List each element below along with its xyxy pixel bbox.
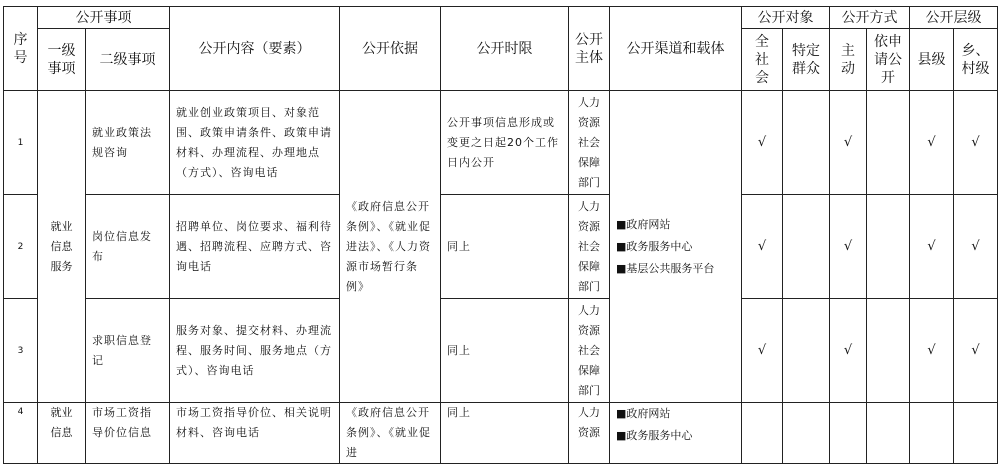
empty-cell — [783, 403, 830, 464]
empty-cell — [742, 403, 783, 464]
row-time-limit: 同上 — [441, 195, 569, 299]
channel-item: ■政务服务中心 — [616, 429, 693, 442]
check-mark: √ — [910, 299, 954, 403]
row-content: 招聘单位、岗位要求、福利待遇、招聘流程、应聘方式、咨询电话 — [170, 195, 340, 299]
table-row — [4, 403, 998, 464]
empty-cell — [867, 403, 910, 464]
empty-cell — [910, 403, 954, 464]
target-header: 公开对象 — [742, 7, 830, 29]
check-mark: √ — [742, 195, 783, 299]
row-subject: 人力资源社会保障部门 — [569, 91, 610, 195]
disclosure-table — [3, 6, 998, 464]
level-county-header: 县级 — [910, 29, 954, 91]
empty-cell — [867, 299, 910, 403]
check-mark: √ — [954, 299, 998, 403]
empty-cell — [783, 195, 830, 299]
check-mark: √ — [742, 299, 783, 403]
table-row — [4, 299, 998, 403]
items-header: 公开事项 — [38, 7, 170, 29]
table-row — [4, 195, 998, 299]
row-level2: 市场工资指导价位信息 — [86, 403, 170, 464]
check-mark: √ — [954, 195, 998, 299]
channel-item: ■政府网站 — [616, 217, 671, 231]
channel-item: ■政务服务中心 — [616, 239, 693, 253]
channel-item: ■政府网站 — [616, 407, 671, 420]
row-time-limit: 同上 — [441, 403, 569, 464]
table-row — [4, 91, 998, 195]
check-mark: √ — [910, 195, 954, 299]
row-subject: 人力资源 — [569, 403, 610, 464]
row-time-limit: 公开事项信息形成或变更之日起20个工作日内公开 — [441, 91, 569, 195]
channel-item: ■基层公共服务平台 — [616, 261, 715, 275]
row-level2: 就业政策法规咨询 — [86, 91, 170, 195]
empty-cell — [830, 403, 867, 464]
basis-header: 公开依据 — [340, 7, 441, 91]
row-basis: 《政府信息公开条例》、《就业促进 — [340, 403, 441, 464]
check-mark: √ — [910, 91, 954, 195]
method-active-header: 主动 — [830, 29, 867, 91]
empty-cell — [867, 91, 910, 195]
channel-header: 公开渠道和载体 — [610, 7, 742, 91]
row-channels — [610, 403, 742, 464]
row-content: 市场工资指导价位、相关说明材料、咨询电话 — [170, 403, 340, 464]
seq-header: 序号 — [4, 7, 38, 91]
row-seq: 4 — [4, 403, 38, 464]
check-mark: √ — [830, 91, 867, 195]
method-apply-header: 依申请公开 — [867, 29, 910, 91]
level2-header: 二级事项 — [86, 29, 170, 91]
row-level1: 就业信息 — [38, 403, 86, 464]
level-header: 公开层级 — [910, 7, 998, 29]
row-seq: 3 — [4, 299, 38, 403]
row-content: 就业创业政策项目、对象范围、政策申请条件、政策申请材料、办理流程、办理地点（方式）、咨询电话 — [170, 91, 340, 195]
target-all-header: 全社会 — [742, 29, 783, 91]
target-specific-header: 特定群众 — [783, 29, 830, 91]
empty-cell — [867, 195, 910, 299]
row-level2: 求职信息登记 — [86, 299, 170, 403]
empty-cell — [954, 403, 998, 464]
empty-cell — [783, 299, 830, 403]
row-content: 服务对象、提交材料、办理流程、服务时间、服务地点（方式）、咨询电话 — [170, 299, 340, 403]
row-subject: 人力资源社会保障部门 — [569, 195, 610, 299]
method-header: 公开方式 — [830, 7, 910, 29]
content-header: 公开内容（要素） — [170, 7, 340, 91]
row-time-limit: 同上 — [441, 299, 569, 403]
row-basis: 《政府信息公开条例》、《就业促进法》、《人力资源市场暂行条例》 — [340, 91, 441, 403]
level-town-header: 乡、村级 — [954, 29, 998, 91]
check-mark: √ — [830, 299, 867, 403]
empty-cell — [783, 91, 830, 195]
row-level2: 岗位信息发布 — [86, 195, 170, 299]
row-channels — [610, 91, 742, 403]
subject-header: 公开主体 — [569, 7, 610, 91]
check-mark: √ — [830, 195, 867, 299]
check-mark: √ — [742, 91, 783, 195]
row-seq: 1 — [4, 91, 38, 195]
row-level1: 就业信息服务 — [38, 91, 86, 403]
level1-header: 一级事项 — [38, 29, 86, 91]
row-subject: 人力资源社会保障部门 — [569, 299, 610, 403]
time-limit-header: 公开时限 — [441, 7, 569, 91]
check-mark: √ — [954, 91, 998, 195]
row-seq: 2 — [4, 195, 38, 299]
